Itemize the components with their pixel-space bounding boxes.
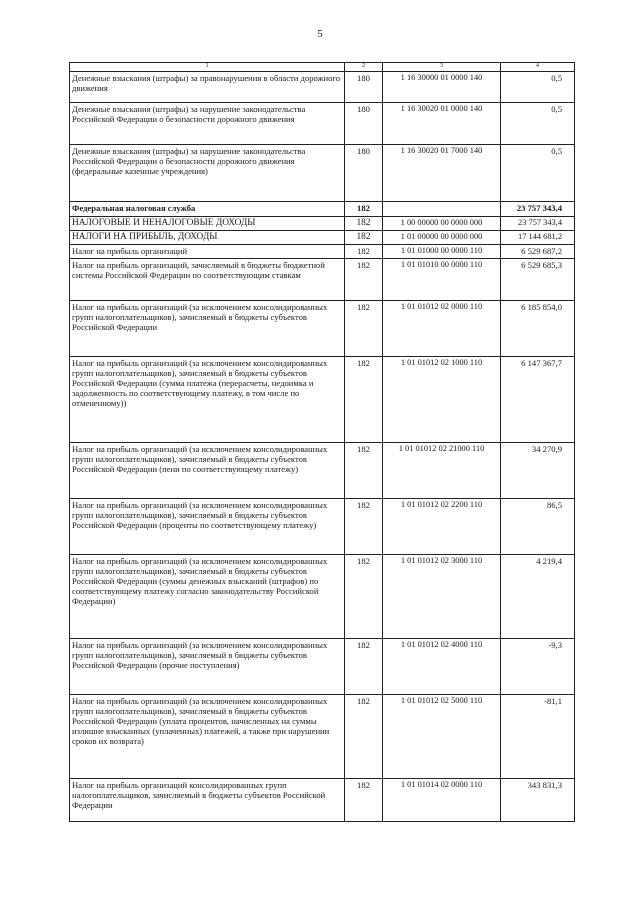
- admin-code: 182: [345, 202, 383, 217]
- table-row: [70, 202, 575, 217]
- amount: 0,5: [501, 103, 575, 145]
- table-row: [70, 499, 575, 555]
- revenue-code: 1 01 00000 00 0000 000: [383, 231, 501, 245]
- table-row: [70, 72, 575, 103]
- admin-code: 182: [345, 301, 383, 357]
- table-row: [70, 217, 575, 231]
- revenue-code: 1 01 01012 02 5000 110: [383, 695, 501, 779]
- admin-code: 182: [345, 231, 383, 245]
- admin-code: 182: [345, 555, 383, 639]
- amount: 0,5: [501, 72, 575, 103]
- column-number: 3: [383, 63, 501, 72]
- admin-code: 182: [345, 245, 383, 259]
- amount: -9,3: [501, 639, 575, 695]
- revenue-name: НАЛОГИ НА ПРИБЫЛЬ, ДОХОДЫ: [70, 231, 345, 245]
- revenue-name: Налог на прибыль организаций консолидированных групп налогоплательщиков, зачисляемый в бюджеты субъектов Российской Федерации: [70, 779, 345, 822]
- revenue-name: Денежные взыскания (штрафы) за правонарушения в области дорожного движения: [70, 72, 345, 103]
- table-row: [70, 231, 575, 245]
- table-row: [70, 443, 575, 499]
- table-row: [70, 779, 575, 822]
- revenue-code: 1 01 01012 02 0000 110: [383, 301, 501, 357]
- amount: 23 757 343,4: [501, 217, 575, 231]
- revenue-name: Налог на прибыль организаций (за исключением консолидированных групп налогоплательщиков), зачисляемый в бюджеты субъектов Российской Федерации (прочие поступления): [70, 639, 345, 695]
- amount: 6 529 687,2: [501, 245, 575, 259]
- admin-code: 180: [345, 72, 383, 103]
- table-row: [70, 245, 575, 259]
- revenue-code: 1 16 30020 01 7000 140: [383, 145, 501, 202]
- table-row: [70, 639, 575, 695]
- table-row: [70, 259, 575, 301]
- amount: 34 270,9: [501, 443, 575, 499]
- revenue-name: Налог на прибыль организаций (за исключением консолидированных групп налогоплательщиков), зачисляемый в бюджеты субъектов Российской Федерации (суммы денежных взысканий (штрафов) по соответствующему платежу согласно законодательству Российской Федерации): [70, 555, 345, 639]
- revenue-name: Налог на прибыль организаций (за исключением консолидированных групп налогоплательщиков), зачисляемый в бюджеты субъектов Российской Федерации (пени по соответствующему платежу): [70, 443, 345, 499]
- revenue-code: 1 16 30020 01 0000 140: [383, 103, 501, 145]
- revenue-code: 1 00 00000 00 0000 000: [383, 217, 501, 231]
- revenue-code: [383, 202, 501, 217]
- table-row: [70, 555, 575, 639]
- amount: 4 219,4: [501, 555, 575, 639]
- table-row: [70, 103, 575, 145]
- table-row: [70, 695, 575, 779]
- revenue-code: 1 01 01000 00 0000 110: [383, 245, 501, 259]
- column-number-row: [70, 63, 575, 72]
- amount: 6 147 367,7: [501, 357, 575, 443]
- column-number: 1: [70, 63, 345, 72]
- revenue-code: 1 16 30000 01 0000 140: [383, 72, 501, 103]
- admin-code: 180: [345, 145, 383, 202]
- revenue-name: Налог на прибыль организаций, зачисляемый в бюджеты бюджетной системы Российской Федерации по соответствующим ставкам: [70, 259, 345, 301]
- amount: 343 831,3: [501, 779, 575, 822]
- amount: 17 144 681,2: [501, 231, 575, 245]
- revenue-code: 1 01 01012 02 4000 110: [383, 639, 501, 695]
- admin-code: 182: [345, 499, 383, 555]
- revenue-code: 1 01 01012 02 21000 110: [383, 443, 501, 499]
- revenue-name: Налог на прибыль организаций (за исключением консолидированных групп налогоплательщиков), зачисляемый в бюджеты субъектов Российской Федерации: [70, 301, 345, 357]
- column-number: 2: [345, 63, 383, 72]
- admin-code: 182: [345, 443, 383, 499]
- table-row: [70, 301, 575, 357]
- amount: 86,5: [501, 499, 575, 555]
- amount: 23 757 343,4: [501, 202, 575, 217]
- revenue-code: 1 01 01010 00 0000 110: [383, 259, 501, 301]
- revenue-name: Налог на прибыль организаций (за исключением консолидированных групп налогоплательщиков), зачисляемый в бюджеты субъектов Российской Федерации (сумма платежа (перерасчеты, недоимка и задолженность по соответствующему платежу, в том числе по отмененному)): [70, 357, 345, 443]
- amount: 6 529 685,3: [501, 259, 575, 301]
- revenue-name: НАЛОГОВЫЕ И НЕНАЛОГОВЫЕ ДОХОДЫ: [70, 217, 345, 231]
- admin-code: 182: [345, 695, 383, 779]
- column-number: 4: [501, 63, 575, 72]
- revenue-table: [69, 62, 575, 822]
- table-row: [70, 357, 575, 443]
- revenue-name: Налог на прибыль организаций (за исключением консолидированных групп налогоплательщиков), зачисляемый в бюджеты субъектов Российской Федерации (уплата процентов, начисленных на суммы излишне взысканных (уплаченных) платежей, а также при нарушении сроков их возврата): [70, 695, 345, 779]
- admin-code: 182: [345, 357, 383, 443]
- revenue-name: Налог на прибыль организаций: [70, 245, 345, 259]
- amount: -81,1: [501, 695, 575, 779]
- admin-code: 182: [345, 217, 383, 231]
- revenue-code: 1 01 01014 02 0000 110: [383, 779, 501, 822]
- amount: 0,5: [501, 145, 575, 202]
- revenue-code: 1 01 01012 02 3000 110: [383, 555, 501, 639]
- page-number: 5: [317, 28, 323, 40]
- amount: 6 185 854,0: [501, 301, 575, 357]
- table-row: [70, 145, 575, 202]
- revenue-name: Федеральная налоговая служба: [70, 202, 345, 217]
- revenue-name: Денежные взыскания (штрафы) за нарушение законодательства Российской Федерации о безопасности дорожного движения (федеральные казенные учреждения): [70, 145, 345, 202]
- revenue-code: 1 01 01012 02 2200 110: [383, 499, 501, 555]
- admin-code: 182: [345, 639, 383, 695]
- revenue-name: Денежные взыскания (штрафы) за нарушение законодательства Российской Федерации о безопасности дорожного движения: [70, 103, 345, 145]
- admin-code: 182: [345, 259, 383, 301]
- admin-code: 180: [345, 103, 383, 145]
- revenue-code: 1 01 01012 02 1000 110: [383, 357, 501, 443]
- revenue-name: Налог на прибыль организаций (за исключением консолидированных групп налогоплательщиков), зачисляемый в бюджеты субъектов Российской Федерации (проценты по соответствующему платежу): [70, 499, 345, 555]
- admin-code: 182: [345, 779, 383, 822]
